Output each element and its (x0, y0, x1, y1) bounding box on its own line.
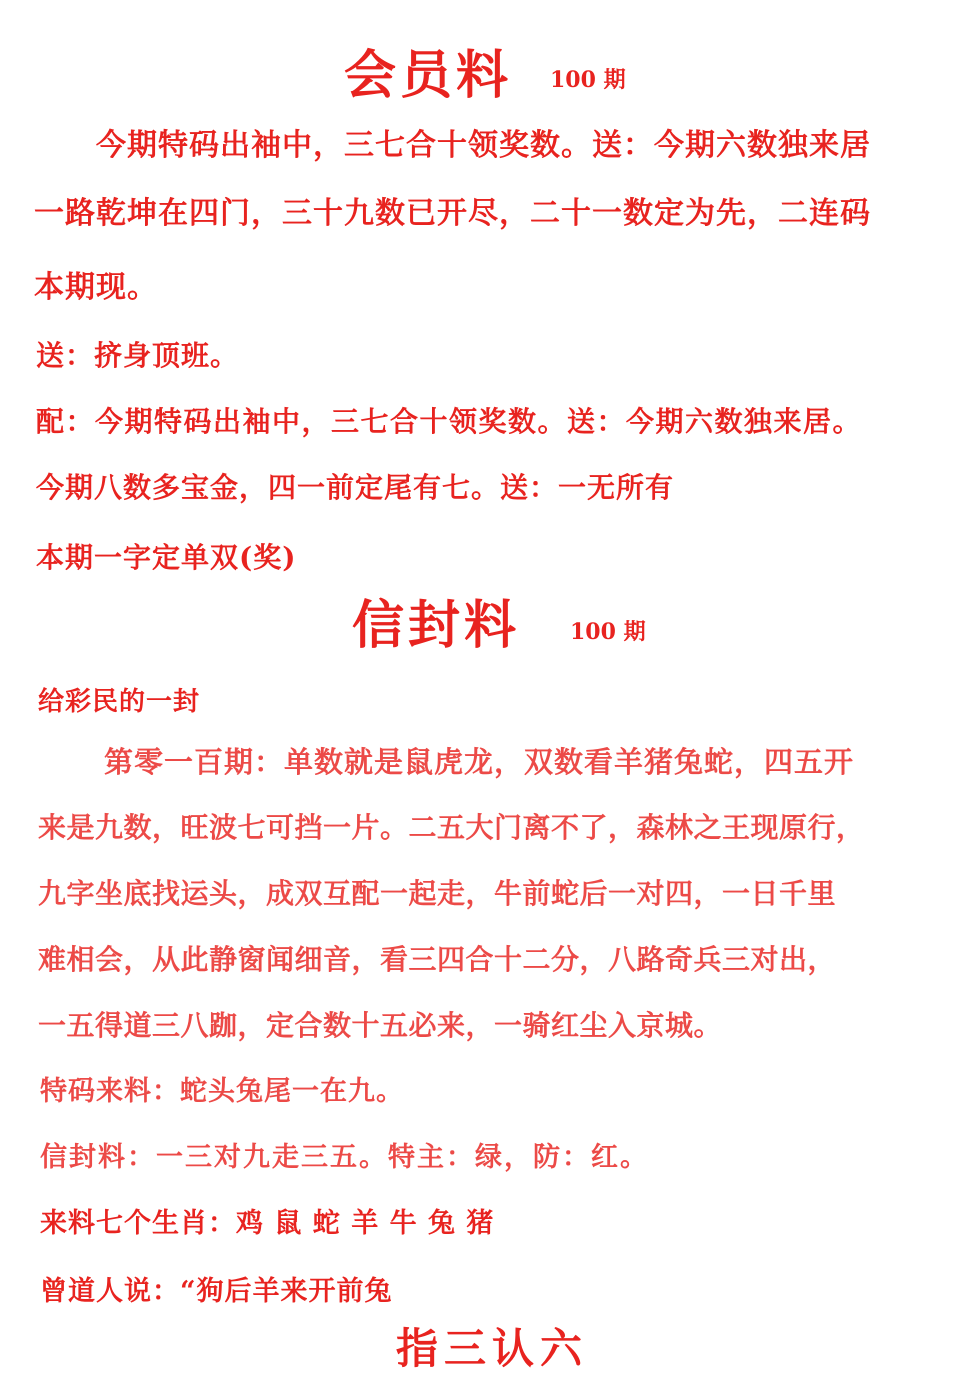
section2-line: 九字坐底找运头，成双互配一起走，牛前蛇后一对四，一日千里 (38, 877, 837, 910)
section1-line: 送：挤身顶班。 (36, 339, 240, 372)
section2-line: 难相会，从此静窗闻细音，看三四合十二分，八路奇兵三对出， (38, 943, 837, 976)
section1-line: 今期八数多宝金，四一前定尾有七。送：一无所有 (36, 471, 675, 504)
section1-line: 本期一字定单双(奖) (36, 541, 297, 574)
section2-line: 曾道人说：“狗后羊来开前兔 (40, 1276, 393, 1307)
section2-issue: 100 期 (570, 619, 646, 645)
section2-line: 给彩民的一封 (38, 687, 201, 717)
section1-title: 会员料 (344, 45, 513, 106)
section1-line: 本期现。 (34, 270, 158, 305)
section2-line: 来是九数，旺波七可挡一片。二五大门离不了，森林之王现原行， (38, 811, 865, 844)
section1-line: 配：今期特码出袖中，三七合十领奖数。送：今期六数独来居。 (36, 405, 863, 438)
section2-line: 特码来料：蛇头兔尾一在九。 (40, 1076, 404, 1107)
section2-title: 信封料 (352, 595, 521, 656)
section2-line: 第零一百期：单数就是鼠虎龙，双数看羊猪兔蛇，四五开 (104, 745, 855, 779)
footer-title: 指三认六 (396, 1324, 589, 1373)
section1-line: 一路乾坤在四门，三十九数已开尽，二十一数定为先，二连码 (34, 196, 871, 231)
section2-line: 信封料：一三对九走三五。特主：绿，防：红。 (40, 1142, 649, 1173)
section2-line: 一五得道三八跏，定合数十五必来，一骑红尘入京城。 (38, 1009, 723, 1042)
section2-line: 来料七个生肖：鸡 鼠 蛇 羊 牛 兔 猪 (40, 1208, 495, 1239)
section1-line: 今期特码出袖中，三七合十领奖数。送：今期六数独来居 (96, 128, 871, 163)
section1-issue: 100 期 (550, 67, 626, 93)
